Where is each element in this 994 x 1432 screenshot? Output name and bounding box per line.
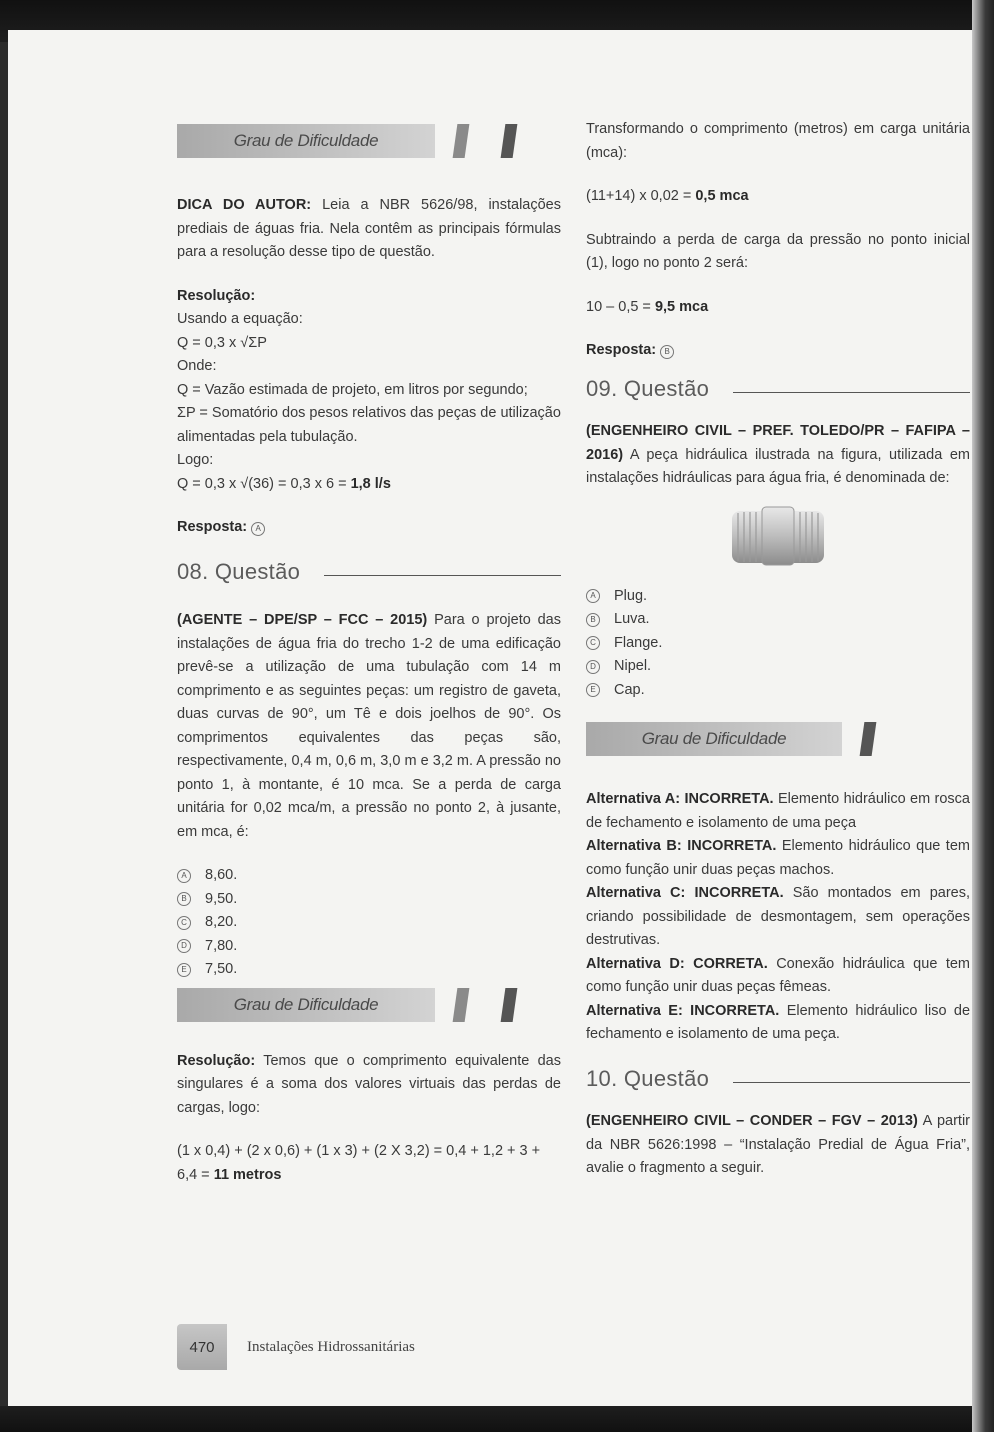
page-number: 470 bbox=[177, 1324, 227, 1370]
alternative-label: Alternativa C: INCORRETA. bbox=[586, 885, 784, 901]
alternative-item bbox=[586, 953, 970, 1000]
alternative-label: Alternativa E: INCORRETA. bbox=[586, 1002, 780, 1019]
difficulty-block bbox=[453, 988, 470, 1022]
calc-expression: Q = 0,3 x √(36) = 0,3 x 6 = bbox=[177, 475, 351, 492]
resolution-body bbox=[177, 308, 561, 496]
calc-2-expression: 10 – 0,5 = bbox=[586, 298, 655, 315]
option-item bbox=[177, 911, 561, 935]
alternative-label: Alternativa A: INCORRETA. bbox=[586, 791, 774, 807]
book-title: Instalações Hidrossanitárias bbox=[247, 1338, 415, 1355]
left-column bbox=[177, 118, 561, 1187]
header-rule bbox=[733, 392, 970, 393]
question-08-header bbox=[177, 560, 561, 584]
option-text: 8,20. bbox=[205, 914, 238, 930]
resolution-line: ΣP = Somatório dos pesos relativos das peças de utilização alimentadas pela tubulação. bbox=[177, 405, 561, 445]
resolution-2-label: Resolução: bbox=[177, 1052, 256, 1069]
sum-result: 11 metros bbox=[213, 1166, 282, 1183]
calc-1 bbox=[586, 185, 970, 209]
resolution-2-text: Temos que o comprimento equivalente das singulares é a soma dos valores virtuais das perdas de cargas, logo: bbox=[177, 1052, 561, 1116]
option-item bbox=[586, 632, 970, 656]
option-letter: B bbox=[586, 613, 600, 627]
option-letter: D bbox=[586, 660, 600, 674]
pipe-fitting-icon bbox=[728, 503, 828, 569]
difficulty-block bbox=[860, 722, 877, 756]
answer-option-circle: A bbox=[251, 522, 265, 536]
resolution-heading: Resolução: bbox=[177, 287, 256, 304]
answer-label: Resposta: bbox=[177, 519, 248, 535]
alternative-text: Elemento hidráulico que tem como função unir duas peças machos. bbox=[586, 838, 970, 878]
calc-1-result: 0,5 mca bbox=[695, 188, 749, 204]
question-09-options bbox=[586, 585, 970, 703]
option-text: Nipel. bbox=[614, 658, 652, 674]
option-item bbox=[177, 864, 561, 888]
author-tip-label: DICA DO AUTOR: bbox=[177, 197, 312, 213]
option-text: 7,80. bbox=[205, 937, 238, 954]
question-08-statement bbox=[177, 609, 561, 844]
option-letter: A bbox=[586, 589, 600, 603]
question-08-text: Para o projeto das instalações de água fria do trecho 1-2 de uma edificação prevê-se a utilização de uma tubulação com 14 m comprimento e as seguintes peças: um registro de gaveta, duas curvas de 90°, um Tê e dois joelhos de 90°. Os comprimentos equivalentes das peças são, respectivamente, 0,4 m, 0,6 m, 3,0 m e 3,2 m. A pressão no ponto 1, à montante, é 10 mca. Se a perda de carga unitária for 0,02 mca/m, a pressão no ponto 2, à jusante, em mca, é: bbox=[177, 612, 561, 840]
option-text: Luva. bbox=[614, 611, 650, 627]
sum-expression: (1 x 0,4) + (2 x 0,6) + (1 x 3) + (2 X 3,2) = 0,4 + 1,2 + 3 + 6,4 = bbox=[177, 1143, 541, 1183]
alternative-label: Alternativa B: INCORRETA. bbox=[586, 838, 777, 854]
question-09-text: A peça hidráulica ilustrada na figura, utilizada em instalações hidráulicas para água fria, é denominada de: bbox=[586, 446, 970, 486]
resolution-2 bbox=[177, 1050, 561, 1121]
question-10-text: A partir da NBR 5626:1998 – “Instalação Predial de Água Fria”, avalie o fragmento a seguir. bbox=[586, 1113, 971, 1176]
option-item bbox=[177, 935, 561, 959]
question-10-source: (ENGENHEIRO CIVIL – CONDER – FGV – 2013) bbox=[586, 1113, 918, 1129]
difficulty-label: Grau de Dificuldade bbox=[177, 988, 435, 1022]
option-text: 8,60. bbox=[205, 867, 238, 883]
transform-text: Transformando o comprimento (metros) em carga unitária (mca): bbox=[586, 121, 970, 161]
alternative-text: Elemento hidráulico em rosca de fechamento e isolamento de uma peça bbox=[586, 791, 970, 831]
option-text: Flange. bbox=[614, 634, 663, 651]
option-item bbox=[586, 655, 970, 679]
question-08-options bbox=[177, 864, 561, 982]
calc-result: 1,8 l/s bbox=[350, 475, 391, 492]
right-column bbox=[586, 118, 970, 1181]
resolution-line: Q = 0,3 x √ΣP bbox=[177, 334, 267, 351]
question-10-header bbox=[586, 1067, 970, 1091]
alternative-item bbox=[586, 788, 970, 835]
resolution-calc bbox=[177, 473, 561, 497]
sum-calc bbox=[177, 1140, 561, 1187]
question-09-source: (ENGENHEIRO CIVIL – PREF. TOLEDO/PR – FAFIPA – 2016) bbox=[586, 423, 970, 463]
difficulty-label: Grau de Dificuldade bbox=[586, 722, 842, 756]
option-letter: A bbox=[177, 869, 191, 883]
question-10-statement bbox=[586, 1110, 970, 1181]
difficulty-block bbox=[453, 124, 470, 158]
alternatives-explanation bbox=[586, 788, 970, 1047]
option-letter: C bbox=[586, 636, 600, 650]
page-footer bbox=[177, 1324, 415, 1370]
calc-1-expression: (11+14) x 0,02 = bbox=[586, 188, 696, 204]
author-tip bbox=[177, 194, 561, 265]
answer-label: Resposta: bbox=[586, 342, 657, 358]
answer-line bbox=[586, 339, 970, 363]
question-08-title: 08. Questão bbox=[177, 558, 301, 584]
option-text: 9,50. bbox=[205, 890, 238, 907]
question-09-header bbox=[586, 377, 970, 401]
alternative-item bbox=[586, 835, 970, 882]
resolution-line: Q = Vazão estimada de projeto, em litros por segundo; bbox=[177, 381, 528, 398]
resolution-line: Logo: bbox=[177, 452, 214, 468]
question-09-statement bbox=[586, 420, 970, 491]
alternative-text: Elemento hidráulico liso de fechamento e isolamento de uma peça. bbox=[586, 1002, 971, 1042]
pipe-fitting-image bbox=[586, 503, 970, 569]
option-item bbox=[586, 608, 970, 632]
subtract-text: Subtraindo a perda de carga da pressão no ponto inicial (1), logo no ponto 2 será: bbox=[586, 231, 970, 271]
alternative-text: Conexão hidráulica que tem como função unir duas peças fêmeas. bbox=[586, 955, 970, 995]
question-09-title: 09. Questão bbox=[586, 375, 710, 401]
scan-right-edge bbox=[972, 0, 994, 1432]
question-08-source: (AGENTE – DPE/SP – FCC – 2015) bbox=[177, 612, 428, 628]
alternative-text: São montados em pares, criando possibilidade de desmontagem, sem operações destrutivas. bbox=[586, 885, 971, 948]
option-text: Plug. bbox=[614, 587, 648, 604]
resolution-line: Usando a equação: bbox=[177, 311, 303, 327]
option-text: Cap. bbox=[614, 681, 645, 698]
option-item bbox=[177, 958, 561, 982]
difficulty-indicator bbox=[177, 982, 561, 1022]
author-tip-text: Leia a NBR 5626/98, instalações prediais de águas fria. Nela contêm as principais fórmulas para a resolução desse tipo de questão. bbox=[177, 197, 561, 260]
alternative-item bbox=[586, 1000, 970, 1047]
option-item bbox=[586, 585, 970, 609]
option-letter: E bbox=[586, 683, 600, 697]
option-item bbox=[586, 679, 970, 703]
scan-bottom-edge bbox=[0, 1406, 994, 1432]
difficulty-block bbox=[501, 124, 518, 158]
option-letter: E bbox=[177, 963, 191, 977]
answer-option-circle: B bbox=[660, 345, 674, 359]
answer-line bbox=[177, 516, 561, 540]
header-rule bbox=[324, 575, 561, 576]
option-letter: B bbox=[177, 892, 191, 906]
calc-2-result: 9,5 mca bbox=[654, 298, 709, 315]
difficulty-indicator bbox=[586, 716, 970, 756]
difficulty-label: Grau de Dificuldade bbox=[177, 124, 435, 158]
option-item bbox=[177, 888, 561, 912]
option-letter: D bbox=[177, 939, 191, 953]
difficulty-block bbox=[501, 988, 518, 1022]
alternative-item bbox=[586, 882, 970, 953]
resolution-line: Onde: bbox=[177, 358, 217, 374]
option-text: 7,50. bbox=[205, 961, 238, 977]
question-10-title: 10. Questão bbox=[586, 1065, 710, 1091]
difficulty-indicator bbox=[177, 118, 561, 158]
alternative-label: Alternativa D: CORRETA. bbox=[586, 955, 768, 972]
calc-2 bbox=[586, 296, 970, 320]
option-letter: C bbox=[177, 916, 191, 930]
header-rule bbox=[733, 1082, 970, 1083]
